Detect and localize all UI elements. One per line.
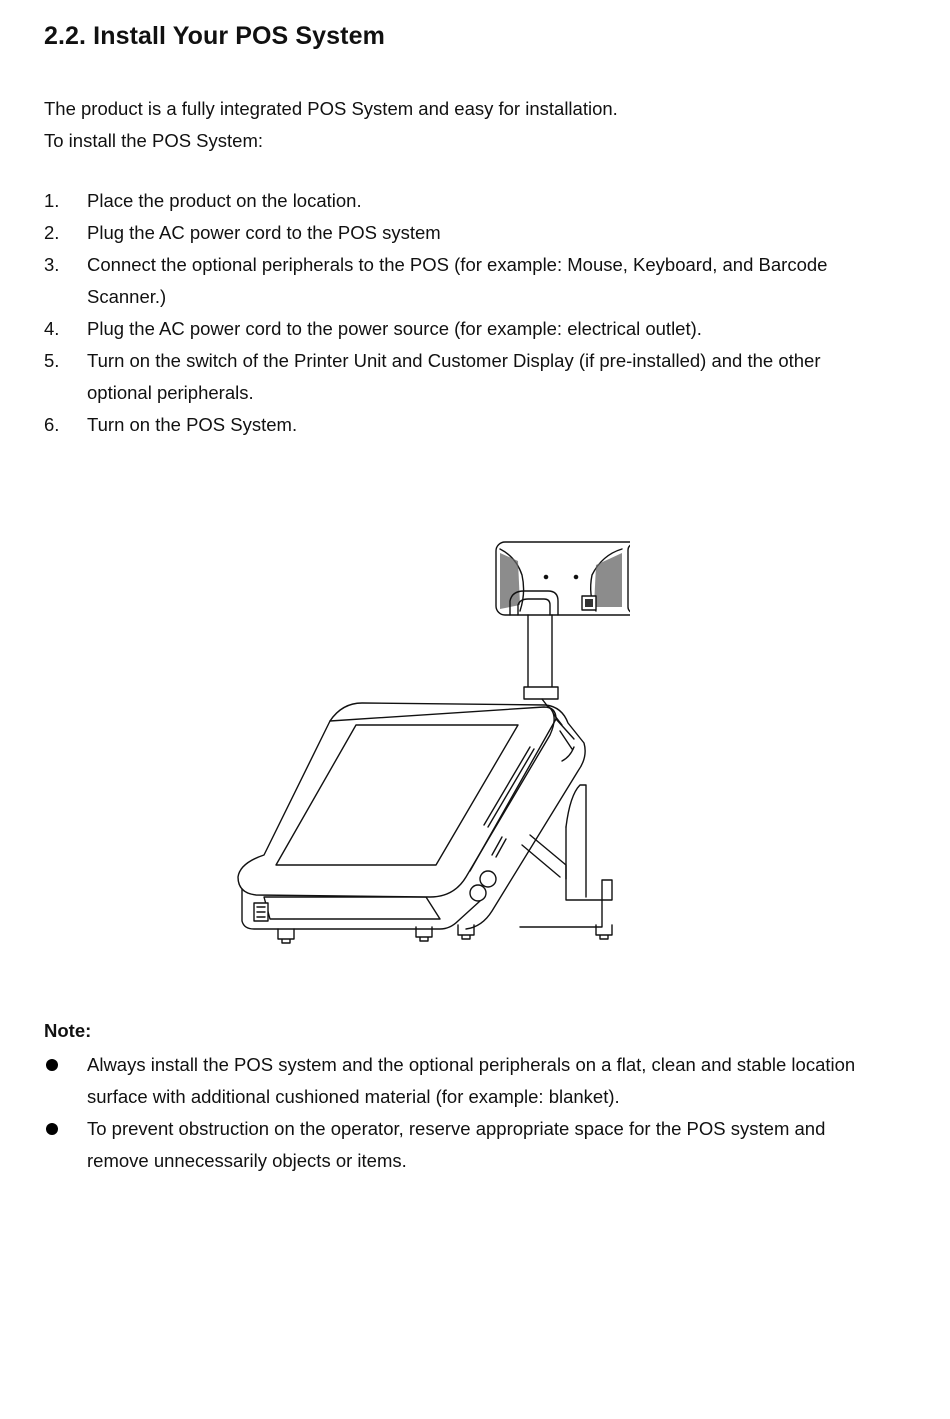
- step-item: [44, 217, 864, 249]
- step-number: 4.: [44, 318, 60, 339]
- pos-terminal-icon: [230, 535, 630, 950]
- step-text: Turn on the switch of the Printer Unit and Customer Display (if pre-installed) and the other optional peripherals.: [87, 350, 821, 403]
- intro: [44, 93, 618, 157]
- step-item: [44, 345, 864, 409]
- note-list: [44, 1049, 864, 1177]
- pos-terminal-figure: [230, 535, 630, 950]
- step-item: [44, 313, 864, 345]
- section-number: 2.2.: [44, 22, 87, 50]
- bullet-icon: [44, 1113, 87, 1177]
- section-title: Install Your POS System: [93, 22, 385, 50]
- note-text: To prevent obstruction on the operator, reserve appropriate space for the POS system and remove unnecessarily objects or items.: [87, 1118, 826, 1171]
- section-heading: [44, 22, 385, 51]
- step-number: 6.: [44, 414, 60, 435]
- step-item: [44, 185, 864, 217]
- note-item: [44, 1049, 864, 1113]
- step-number: 1.: [44, 190, 60, 211]
- note-text: Always install the POS system and the optional peripherals on a flat, clean and stable location surface with additional cushioned material (for example: blanket).: [87, 1054, 856, 1107]
- intro-line: The product is a fully integrated POS System and easy for installation.: [44, 98, 618, 119]
- step-number: 2.: [44, 222, 60, 243]
- install-steps: [44, 185, 864, 441]
- bullet-icon: [44, 1049, 87, 1113]
- step-text: Plug the AC power cord to the POS system: [87, 222, 441, 243]
- intro-line: To install the POS System:: [44, 130, 264, 151]
- note-item: [44, 1113, 864, 1177]
- step-number: 5.: [44, 350, 60, 371]
- note-label: Note:: [44, 1020, 92, 1041]
- step-item: [44, 249, 864, 313]
- step-text: Turn on the POS System.: [87, 414, 298, 435]
- step-text: Place the product on the location.: [87, 190, 362, 211]
- step-number: 3.: [44, 254, 60, 275]
- step-item: [44, 409, 864, 441]
- step-text: Connect the optional peripherals to the POS (for example: Mouse, Keyboard, and Barcode Scanner.): [87, 254, 828, 307]
- step-text: Plug the AC power cord to the power source (for example: electrical outlet).: [87, 318, 702, 339]
